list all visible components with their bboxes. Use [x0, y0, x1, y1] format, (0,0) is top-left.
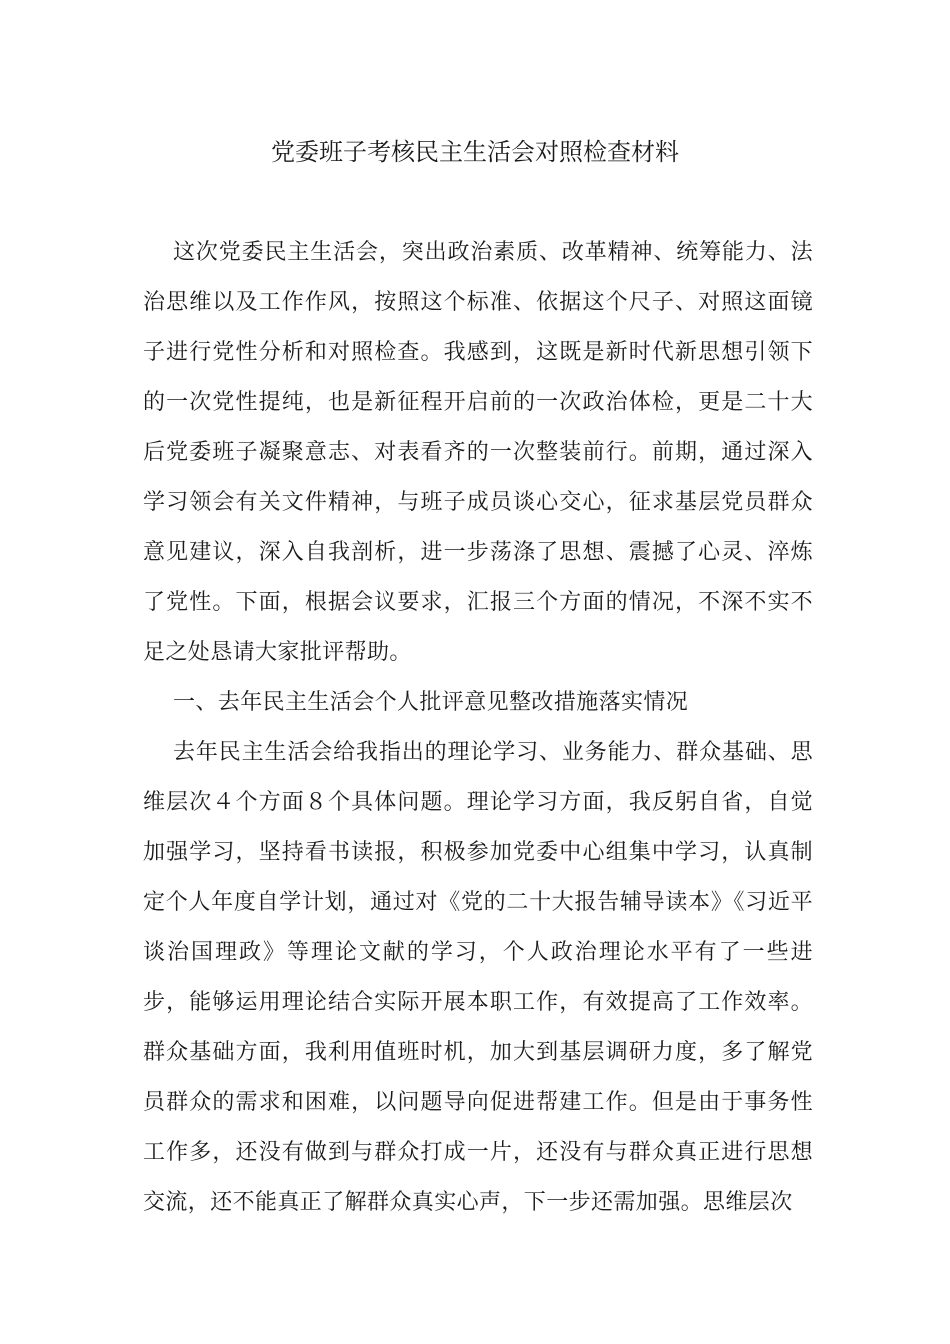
paragraph-intro: 这次党委民主生活会，突出政治素质、改革精神、统筹能力、法治思维以及工作作风，按照这个标准、依据这个尺子、对照这面镜子进行党性分析和对照检查。我感到，这既是新时代新思想引领下的一次党性提纯，也是新征程开启前的一次政治体检，更是二十大后党委班子凝聚意志、对表看齐的一次整装前行。前期，通过深入学习领会有关文件精神，与班子成员谈心交心，征求基层党员群众意见建议，深入自我剖析，进一步荡涤了思想、震撼了心灵、淬炼了党性。下面，根据会议要求，汇报三个方面的情况，不深不实不足之处恳请大家批评帮助。 [143, 240, 813, 665]
section-heading-1: 一、去年民主生活会个人批评意见整改措施落实情况 [173, 690, 689, 715]
document-title: 党委班子考核民主生活会对照检查材料 [271, 138, 679, 166]
document-body [143, 228, 813, 1228]
paragraph-section-1: 去年民主生活会给我指出的理论学习、业务能力、群众基础、思维层次４个方面８个具体问题。理论学习方面，我反躬自省，自觉加强学习，坚持看书读报，积极参加党委中心组集中学习，认真制定个人年度自学计划，通过对《党的二十大报告辅导读本》《习近平谈治国理政》等理论文献的学习，个人政治理论水平有了一些进步，能够运用理论结合实际开展本职工作，有效提高了工作效率。群众基础方面，我利用值班时机，加大到基层调研力度，多了解党员群众的需求和困难，以问题导向促进帮建工作。但是由于事务性工作多，还没有做到与群众打成一片，还没有与群众真正进行思想交流，还不能真正了解群众真实心声，下一步还需加强。思维层次 [143, 740, 813, 1215]
